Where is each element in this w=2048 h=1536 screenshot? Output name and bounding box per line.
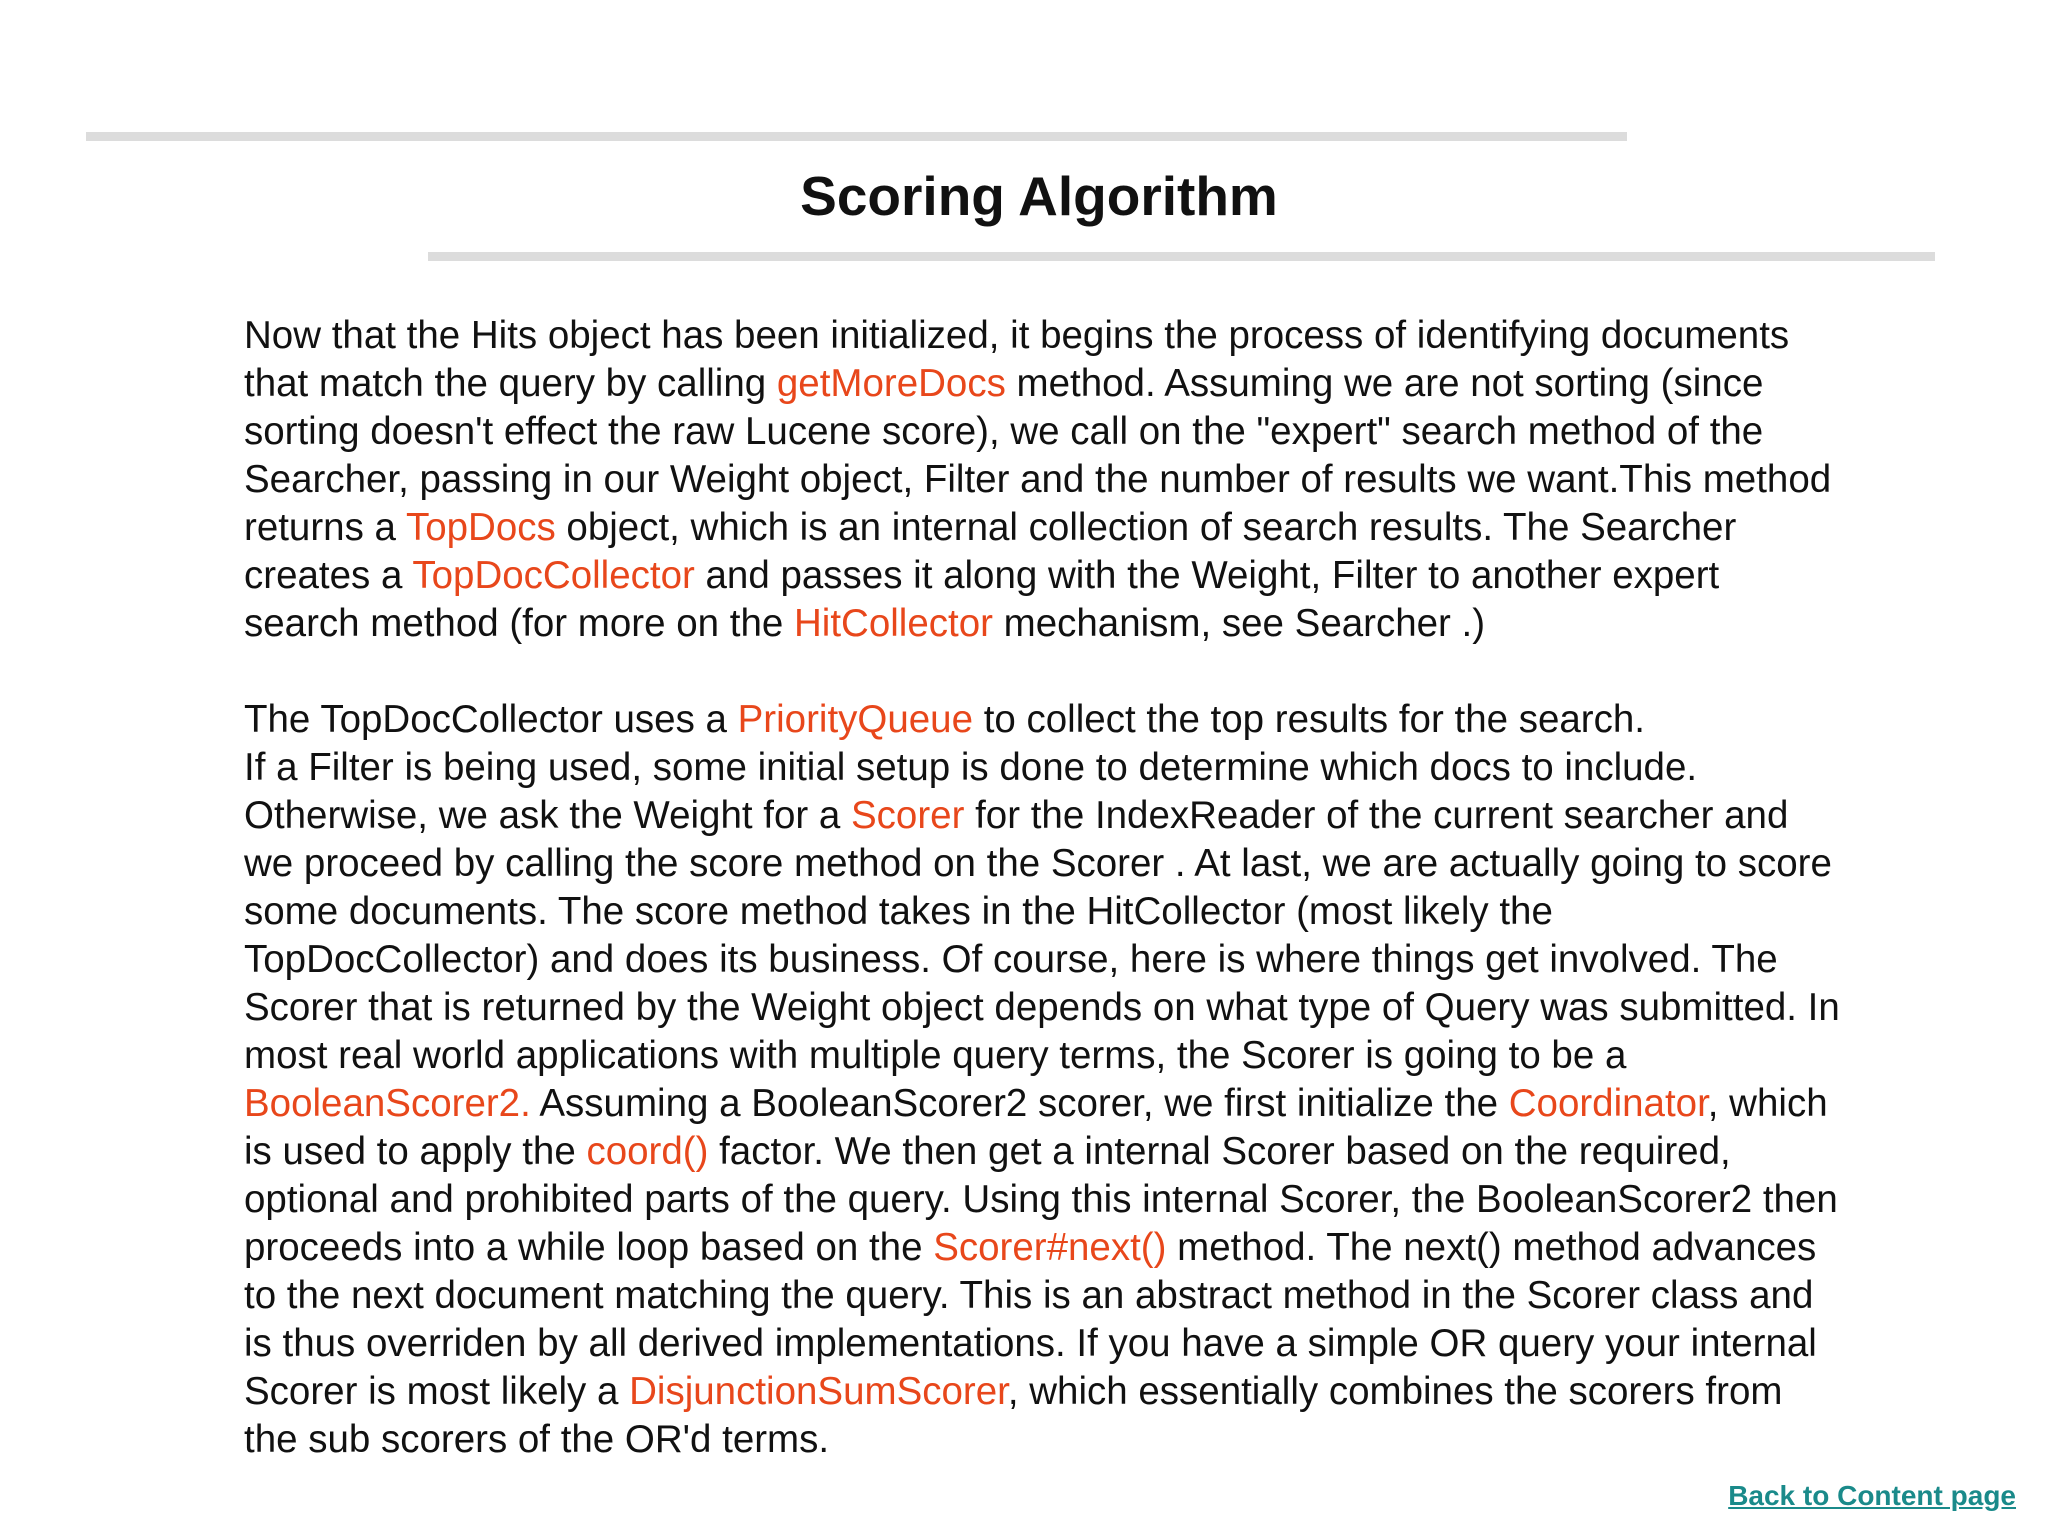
highlighted-term: Scorer <box>851 794 965 837</box>
text-line <box>244 1368 1984 1416</box>
text-segment: and passes it along with the Weight, Filter to another expert <box>694 554 1720 597</box>
text-segment: The TopDocCollector uses a <box>244 698 738 741</box>
text-segment: method. The next() method advances <box>1166 1226 1817 1269</box>
text-line <box>244 504 1984 552</box>
text-segment: object, which is an internal collection of search results. The Searcher <box>555 506 1737 549</box>
highlighted-term: Scorer#next() <box>933 1226 1167 1269</box>
text-segment: mechanism, see Searcher .) <box>992 602 1486 645</box>
text-line <box>244 1128 1984 1176</box>
paragraph-gap <box>244 648 1984 696</box>
highlighted-term: HitCollector <box>793 602 993 645</box>
text-line <box>244 792 1984 840</box>
highlighted-term: getMoreDocs <box>776 362 1006 405</box>
slide-title: Scoring Algorithm <box>800 165 1278 227</box>
text-segment: Searcher, passing in our Weight object, Filter and the number of results we want.This method <box>244 458 1832 501</box>
text-segment: search method (for more on the <box>244 602 794 645</box>
text-segment: to the next document matching the query. This is an abstract method in the Scorer class and <box>244 1274 1814 1317</box>
text-segment: is thus overriden by all derived implementations. If you have a simple OR query your internal <box>244 1322 1817 1365</box>
text-segment: is used to apply the <box>244 1130 587 1173</box>
text-segment: we proceed by calling the score method on the Scorer . At last, we are actually going to score <box>244 842 1832 885</box>
text-segment: factor. We then get a internal Scorer based on the required, <box>708 1130 1731 1173</box>
highlighted-term: BooleanScorer2. <box>244 1082 531 1125</box>
text-line <box>244 840 1984 888</box>
highlighted-term: TopDocs <box>405 506 556 549</box>
paragraph-hits-initialization <box>244 312 1984 648</box>
text-segment: the sub scorers of the OR'd terms. <box>244 1418 830 1461</box>
text-line <box>244 1080 1984 1128</box>
text-segment: most real world applications with multiple query terms, the Scorer is going to be a <box>244 1034 1627 1077</box>
text-segment: that match the query by calling <box>244 362 777 405</box>
text-line <box>244 888 1984 936</box>
text-segment: creates a <box>244 554 413 597</box>
text-line <box>244 600 1984 648</box>
text-segment: , which <box>1707 1082 1828 1125</box>
paragraph-topdoccollector <box>244 696 1984 1464</box>
text-segment: Scorer is most likely a <box>244 1370 630 1413</box>
text-segment: , which essentially combines the scorers from <box>1007 1370 1783 1413</box>
text-segment: Assuming a BooleanScorer2 scorer, we first initialize the <box>530 1082 1509 1125</box>
text-line <box>244 312 1984 360</box>
text-segment: to collect the top results for the search. <box>973 698 1645 741</box>
text-line <box>244 360 1984 408</box>
highlighted-term: DisjunctionSumScorer <box>629 1370 1008 1413</box>
text-line <box>244 1272 1984 1320</box>
text-line <box>244 1176 1984 1224</box>
text-line <box>244 456 1984 504</box>
text-segment: Now that the Hits object has been initialized, it begins the process of identifying documents <box>244 314 1790 357</box>
text-line <box>244 1416 1984 1464</box>
title-underline-divider <box>428 252 1935 261</box>
text-line <box>244 984 1984 1032</box>
text-segment: proceeds into a while loop based on the <box>244 1226 934 1269</box>
text-segment: Scorer that is returned by the Weight object depends on what type of Query was submitted. In <box>244 986 1840 1029</box>
highlighted-term: TopDocCollector <box>412 554 695 597</box>
text-line <box>244 552 1984 600</box>
text-line <box>244 1032 1984 1080</box>
highlighted-term: PriorityQueue <box>737 698 974 741</box>
text-segment: optional and prohibited parts of the query. Using this internal Scorer, the BooleanScorer2 then <box>244 1178 1838 1221</box>
text-segment: for the IndexReader of the current searcher and <box>964 794 1789 837</box>
text-segment: Otherwise, we ask the Weight for a <box>244 794 851 837</box>
highlighted-term: Coordinator <box>1508 1082 1708 1125</box>
text-segment: method. Assuming we are not sorting (since <box>1005 362 1764 405</box>
back-to-content-link[interactable]: Back to Content page <box>1728 1480 2016 1511</box>
highlighted-term: coord() <box>586 1130 709 1173</box>
slide-body <box>244 312 1984 1464</box>
top-divider <box>86 132 1627 141</box>
text-segment: returns a <box>244 506 406 549</box>
text-line <box>244 1224 1984 1272</box>
text-line <box>244 936 1984 984</box>
text-segment: some documents. The score method takes in the HitCollector (most likely the <box>244 890 1553 933</box>
text-line <box>244 744 1984 792</box>
text-line <box>244 408 1984 456</box>
text-segment: sorting doesn't effect the raw Lucene score), we call on the "expert" search method of the <box>244 410 1764 453</box>
text-segment: If a Filter is being used, some initial setup is done to determine which docs to include. <box>244 746 1698 789</box>
text-line <box>244 1320 1984 1368</box>
text-line <box>244 696 1984 744</box>
text-segment: TopDocCollector) and does its business. Of course, here is where things get involved. The <box>244 938 1778 981</box>
